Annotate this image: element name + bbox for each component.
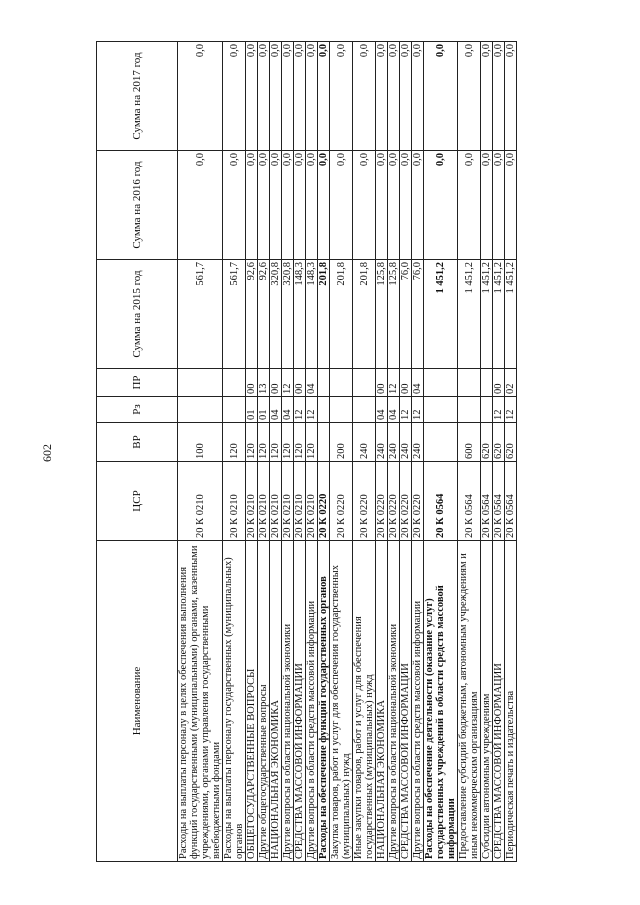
- cell-name: Другие вопросы в области средств массовой информации: [306, 541, 318, 862]
- table-row: [330, 42, 353, 862]
- header-rz: Рз: [97, 397, 178, 423]
- cell-csr: 20 К 0564: [458, 462, 481, 541]
- cell-pr: [318, 369, 330, 397]
- table-row: [282, 42, 294, 862]
- cell-sum-2016: 0,0: [330, 151, 353, 260]
- cell-sum-2015: 320,8: [282, 260, 294, 369]
- cell-rz: 12: [306, 397, 318, 423]
- cell-pr: 00: [294, 369, 306, 397]
- cell-pr: 00: [246, 369, 258, 397]
- cell-sum-2016: 0,0: [306, 151, 318, 260]
- header-vr: ВР: [97, 423, 178, 462]
- cell-csr: 20 К 0564: [424, 462, 458, 541]
- cell-pr: 13: [258, 369, 270, 397]
- cell-vr: 240: [376, 423, 388, 462]
- cell-name: НАЦИОНАЛЬНАЯ ЭКОНОМИКА: [270, 541, 282, 862]
- cell-sum-2017: 0,0: [306, 42, 318, 151]
- cell-name: Расходы на обеспечение функций государственных органов: [318, 541, 330, 862]
- header-sum-2017: Сумма на 2017 год: [97, 42, 178, 151]
- cell-sum-2017: 0,0: [353, 42, 376, 151]
- cell-vr: 620: [493, 423, 505, 462]
- cell-name: Другие общегосударственные вопросы: [258, 541, 270, 862]
- cell-rz: 12: [400, 397, 412, 423]
- table-row: [178, 42, 223, 862]
- cell-sum-2016: 0,0: [294, 151, 306, 260]
- table-row: [400, 42, 412, 862]
- cell-sum-2017: 0,0: [388, 42, 400, 151]
- cell-name: НАЦИОНАЛЬНАЯ ЭКОНОМИКА: [376, 541, 388, 862]
- cell-pr: 12: [388, 369, 400, 397]
- cell-rz: 04: [376, 397, 388, 423]
- cell-sum-2016: 0,0: [493, 151, 505, 260]
- cell-name: СРЕДСТВА МАССОВОЙ ИНФОРМАЦИИ: [493, 541, 505, 862]
- budget-table: [96, 41, 517, 862]
- cell-vr: 120: [282, 423, 294, 462]
- cell-name: Субсидии автономным учреждениям: [481, 541, 493, 862]
- cell-rz: [353, 397, 376, 423]
- cell-name: Периодическая печать и издательства: [505, 541, 517, 862]
- cell-rz: 01: [246, 397, 258, 423]
- cell-sum-2017: 0,0: [376, 42, 388, 151]
- cell-sum-2015: 1 451,2: [481, 260, 493, 369]
- table-row: [223, 42, 246, 862]
- cell-sum-2016: 0,0: [318, 151, 330, 260]
- cell-pr: 00: [493, 369, 505, 397]
- cell-sum-2015: 125,8: [388, 260, 400, 369]
- cell-sum-2016: 0,0: [481, 151, 493, 260]
- cell-vr: 620: [481, 423, 493, 462]
- cell-sum-2015: 201,8: [318, 260, 330, 369]
- cell-pr: 12: [282, 369, 294, 397]
- cell-vr: 240: [388, 423, 400, 462]
- cell-csr: 20 К 0210: [178, 462, 223, 541]
- cell-sum-2017: 0,0: [178, 42, 223, 151]
- cell-sum-2015: 1 451,2: [458, 260, 481, 369]
- cell-vr: 120: [246, 423, 258, 462]
- header-sum-2015: Сумма на 2015 год: [97, 260, 178, 369]
- cell-sum-2016: 0,0: [376, 151, 388, 260]
- table-row: [388, 42, 400, 862]
- cell-sum-2017: 0,0: [270, 42, 282, 151]
- cell-sum-2016: 0,0: [246, 151, 258, 260]
- cell-csr: 20 К 0564: [505, 462, 517, 541]
- cell-vr: 620: [505, 423, 517, 462]
- header-csr: ЦСР: [97, 462, 178, 541]
- cell-rz: 12: [493, 397, 505, 423]
- cell-csr: 20 К 0564: [481, 462, 493, 541]
- table-row: [353, 42, 376, 862]
- cell-csr: 20 К 0220: [318, 462, 330, 541]
- cell-pr: [178, 369, 223, 397]
- cell-csr: 20 К 0220: [353, 462, 376, 541]
- cell-name: Закупка товаров, работ и услуг для обеспечения государственных (муниципальных) нужд: [330, 541, 353, 862]
- cell-pr: [424, 369, 458, 397]
- table-row: [505, 42, 517, 862]
- cell-name: Иные закупки товаров, работ и услуг для обеспечения государственных (муниципальных) нужд: [353, 541, 376, 862]
- cell-csr: 20 К 0210: [270, 462, 282, 541]
- cell-sum-2016: 0,0: [400, 151, 412, 260]
- cell-sum-2017: 0,0: [505, 42, 517, 151]
- cell-sum-2015: 561,7: [178, 260, 223, 369]
- cell-sum-2017: 0,0: [330, 42, 353, 151]
- cell-csr: 20 К 0220: [376, 462, 388, 541]
- cell-pr: [353, 369, 376, 397]
- cell-sum-2015: 92,6: [258, 260, 270, 369]
- cell-csr: 20 К 0210: [246, 462, 258, 541]
- cell-pr: 00: [376, 369, 388, 397]
- cell-name: Расходы на выплаты персоналу в целях обеспечения выполнения функций государственными (муниципальными) органами, казенными учреждениями, органами управления государственными внебюджетными фондами: [178, 541, 223, 862]
- cell-sum-2017: 0,0: [493, 42, 505, 151]
- table-row: [246, 42, 258, 862]
- cell-name: Другие вопросы в области национальной экономики: [282, 541, 294, 862]
- cell-sum-2017: 0,0: [223, 42, 246, 151]
- cell-name: Предоставление субсидий бюджетным, автономным учреждениям и иным некоммерческим организациям: [458, 541, 481, 862]
- cell-sum-2015: 320,8: [270, 260, 282, 369]
- cell-sum-2016: 0,0: [388, 151, 400, 260]
- cell-sum-2017: 0,0: [481, 42, 493, 151]
- table-row: [493, 42, 505, 862]
- cell-sum-2017: 0,0: [258, 42, 270, 151]
- cell-csr: 20 К 0210: [223, 462, 246, 541]
- header-pr: ПР: [97, 369, 178, 397]
- cell-sum-2017: 0,0: [424, 42, 458, 151]
- cell-sum-2016: 0,0: [178, 151, 223, 260]
- cell-vr: 600: [458, 423, 481, 462]
- cell-rz: 01: [258, 397, 270, 423]
- cell-sum-2016: 0,0: [223, 151, 246, 260]
- cell-rz: 04: [388, 397, 400, 423]
- cell-rz: 12: [294, 397, 306, 423]
- cell-sum-2017: 0,0: [294, 42, 306, 151]
- cell-rz: [458, 397, 481, 423]
- cell-sum-2017: 0,0: [412, 42, 424, 151]
- cell-pr: 00: [400, 369, 412, 397]
- cell-vr: [318, 423, 330, 462]
- cell-csr: 20 К 0210: [282, 462, 294, 541]
- cell-rz: 12: [412, 397, 424, 423]
- table-header-row: [97, 42, 178, 862]
- cell-vr: 240: [353, 423, 376, 462]
- cell-csr: 20 К 0220: [388, 462, 400, 541]
- cell-sum-2015: 76,0: [412, 260, 424, 369]
- header-name: Наименование: [97, 541, 178, 862]
- cell-sum-2016: 0,0: [424, 151, 458, 260]
- table-body: [178, 42, 517, 862]
- cell-vr: 120: [306, 423, 318, 462]
- cell-pr: 04: [306, 369, 318, 397]
- cell-vr: 120: [294, 423, 306, 462]
- cell-sum-2015: 201,8: [353, 260, 376, 369]
- cell-csr: 20 К 0564: [493, 462, 505, 541]
- cell-csr: 20 К 0220: [330, 462, 353, 541]
- cell-pr: [458, 369, 481, 397]
- cell-sum-2016: 0,0: [505, 151, 517, 260]
- cell-name: СРЕДСТВА МАССОВОЙ ИНФОРМАЦИИ: [294, 541, 306, 862]
- cell-sum-2015: 125,8: [376, 260, 388, 369]
- cell-pr: 02: [505, 369, 517, 397]
- cell-rz: 04: [270, 397, 282, 423]
- table-row: [306, 42, 318, 862]
- cell-rz: 04: [282, 397, 294, 423]
- cell-vr: 120: [270, 423, 282, 462]
- cell-sum-2015: 1 451,2: [505, 260, 517, 369]
- table-row: [258, 42, 270, 862]
- cell-sum-2016: 0,0: [258, 151, 270, 260]
- cell-pr: [330, 369, 353, 397]
- cell-rz: [424, 397, 458, 423]
- header-sum-2016: Сумма на 2016 год: [97, 151, 178, 260]
- cell-rz: 12: [505, 397, 517, 423]
- table-row: [294, 42, 306, 862]
- cell-name: Другие вопросы в области средств массовой информации: [412, 541, 424, 862]
- cell-sum-2015: 148,3: [294, 260, 306, 369]
- cell-sum-2016: 0,0: [282, 151, 294, 260]
- cell-rz: [330, 397, 353, 423]
- cell-rz: [318, 397, 330, 423]
- cell-vr: 240: [412, 423, 424, 462]
- cell-sum-2016: 0,0: [458, 151, 481, 260]
- cell-csr: 20 К 0220: [412, 462, 424, 541]
- table-row: [318, 42, 330, 862]
- cell-sum-2017: 0,0: [400, 42, 412, 151]
- page-number: 602: [40, 444, 54, 462]
- cell-vr: 120: [258, 423, 270, 462]
- cell-sum-2015: 201,8: [330, 260, 353, 369]
- cell-name: Другие вопросы в области национальной экономики: [388, 541, 400, 862]
- cell-vr: 100: [178, 423, 223, 462]
- table-row: [270, 42, 282, 862]
- cell-sum-2017: 0,0: [318, 42, 330, 151]
- cell-name: Расходы на обеспечение деятельности (оказание услуг) государственных учреждений в области средств массовой информации: [424, 541, 458, 862]
- cell-sum-2015: 148,3: [306, 260, 318, 369]
- cell-sum-2016: 0,0: [412, 151, 424, 260]
- cell-sum-2015: 561,7: [223, 260, 246, 369]
- cell-csr: 20 К 0210: [258, 462, 270, 541]
- cell-sum-2015: 92,6: [246, 260, 258, 369]
- cell-pr: [481, 369, 493, 397]
- rotated-table-frame: [96, 42, 612, 862]
- cell-csr: 20 К 0210: [294, 462, 306, 541]
- cell-vr: 120: [223, 423, 246, 462]
- cell-pr: 04: [412, 369, 424, 397]
- table-row: [424, 42, 458, 862]
- cell-csr: 20 К 0220: [400, 462, 412, 541]
- cell-rz: [481, 397, 493, 423]
- cell-sum-2016: 0,0: [270, 151, 282, 260]
- table-row: [481, 42, 493, 862]
- cell-sum-2015: 76,0: [400, 260, 412, 369]
- cell-vr: 240: [400, 423, 412, 462]
- table-row: [412, 42, 424, 862]
- cell-sum-2015: 1 451,2: [493, 260, 505, 369]
- cell-sum-2017: 0,0: [246, 42, 258, 151]
- cell-vr: [424, 423, 458, 462]
- cell-vr: 200: [330, 423, 353, 462]
- table-row: [458, 42, 481, 862]
- cell-csr: 20 К 0210: [306, 462, 318, 541]
- cell-sum-2016: 0,0: [353, 151, 376, 260]
- cell-sum-2015: 1 451,2: [424, 260, 458, 369]
- cell-sum-2017: 0,0: [458, 42, 481, 151]
- cell-rz: [223, 397, 246, 423]
- cell-name: СРЕДСТВА МАССОВОЙ ИНФОРМАЦИИ: [400, 541, 412, 862]
- cell-rz: [178, 397, 223, 423]
- table-row: [376, 42, 388, 862]
- cell-name: ОБЩЕГОСУДАРСТВЕННЫЕ ВОПРОСЫ: [246, 541, 258, 862]
- cell-pr: 00: [270, 369, 282, 397]
- cell-sum-2017: 0,0: [282, 42, 294, 151]
- cell-pr: [223, 369, 246, 397]
- cell-name: Расходы на выплаты персоналу государственных (муниципальных) органов: [223, 541, 246, 862]
